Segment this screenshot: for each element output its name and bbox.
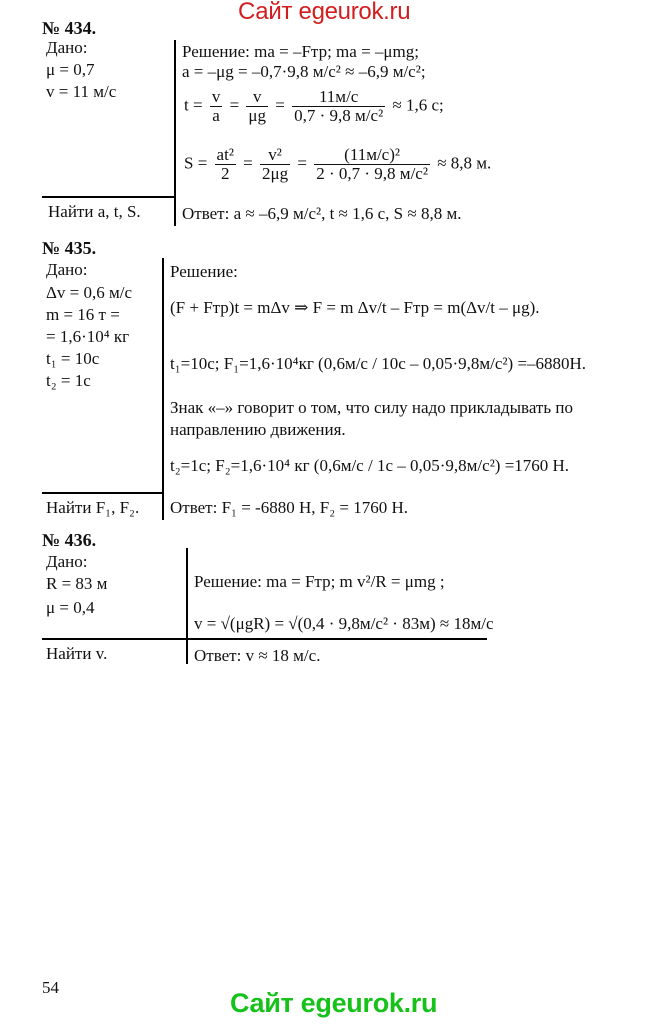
problem-434-given-label: Дано: [46,38,88,57]
problem-436-given-mu: μ = 0,4 [46,598,95,617]
problem-436-solution-line1: Решение: ma = Fтр; m v²/R = μmg ; [194,572,445,591]
page-number: 54 [42,978,59,997]
problem-435-answer: Ответ: F₁ = -6880 Н, F₂ = 1760 Н. [170,498,408,517]
problem-435-number: № 435. [42,238,97,258]
problem-435-equation1: (F + Fтр)t = mΔv ⇒ F = m Δv/t – Fтр = m(Δv/t – μg). [170,298,540,317]
problem-435-given-dv: Δv = 0,6 м/с [46,283,133,302]
problem-434-solution-line1: Решение: ma = –Fтр; ma = –μmg; [182,42,419,61]
problem-435-find-rule [42,492,163,494]
problem-434-given-v: v = 11 м/с [46,82,117,101]
problem-435-note-line2: направлению движения. [170,420,346,439]
problem-436-solution-line2: v = √(μgR) = √(0,4 · 9,8м/с² · 83м) ≈ 18м/с [194,614,494,633]
problem-435-solution-label: Решение: [170,262,238,281]
problem-435-equation2: t₁=10с; F₁=1,6·10⁴кг (0,6м/с / 10с – 0,05·9,8м/с²) =–6880Н. [170,354,587,373]
problem-435-find: Найти F₁, F₂. [46,498,140,517]
problem-435-given-m: m = 16 т = [46,305,120,324]
site-watermark-bottom: Сайт egeurok.ru [230,988,438,1018]
problem-434-given-mu: μ = 0,7 [46,60,95,79]
problem-436-given-label: Дано: [46,552,88,571]
problem-436-divider [186,548,188,664]
problem-434-find: Найти a, t, S. [48,202,141,221]
problem-434-divider [174,40,176,226]
problem-435-divider [162,258,164,520]
problem-436-find: Найти v. [46,644,108,663]
problem-435-given-m-kg: = 1,6·10⁴ кг [46,327,130,346]
problem-434-solution-line2: a = –μg = –0,7·9,8 м/c² ≈ –6,9 м/c²; [182,62,426,81]
problem-434-find-rule [42,196,175,198]
problem-435-note-line1: Знак «–» говорит о том, что силу надо прикладывать по [170,398,573,417]
problem-434-number: № 434. [42,18,97,38]
site-watermark-top: Сайт egeurok.ru [238,0,411,25]
problem-435-given-t2: t₂ = 1с [46,371,91,390]
problem-436-number: № 436. [42,530,97,550]
problem-434-answer: Ответ: a ≈ –6,9 м/c², t ≈ 1,6 с, S ≈ 8,8 м. [182,204,462,223]
problem-434-s-equation: S = $\frac{\text{at²}}{2}$ = $\frac{\text{v²}}{2\mu g}$ = $\frac{\text{(11м/с)²}}{\text{2 · 0,7 · 9,8 м/с²}}$ ≈ 8,8 м. [184,145,492,183]
problem-436-answer: Ответ: v ≈ 18 м/с. [194,646,321,665]
problem-436-find-rule [42,638,487,640]
problem-435-equation3: t₂=1с; F₂=1,6·10⁴ кг (0,6м/с / 1с – 0,05·9,8м/с²) =1760 Н. [170,456,570,475]
problem-435-given-t1: t₁ = 10с [46,349,100,368]
problem-436-given-r: R = 83 м [46,574,108,593]
problem-434-t-equation: t = $\frac{v}{a}$ = $\frac{v}{\mu g}$ = $\frac{11м/с}{\text{0,7 · 9,8 м/с²}}$ ≈ 1,6 с; [184,87,444,125]
problem-435-given-label: Дано: [46,260,88,279]
